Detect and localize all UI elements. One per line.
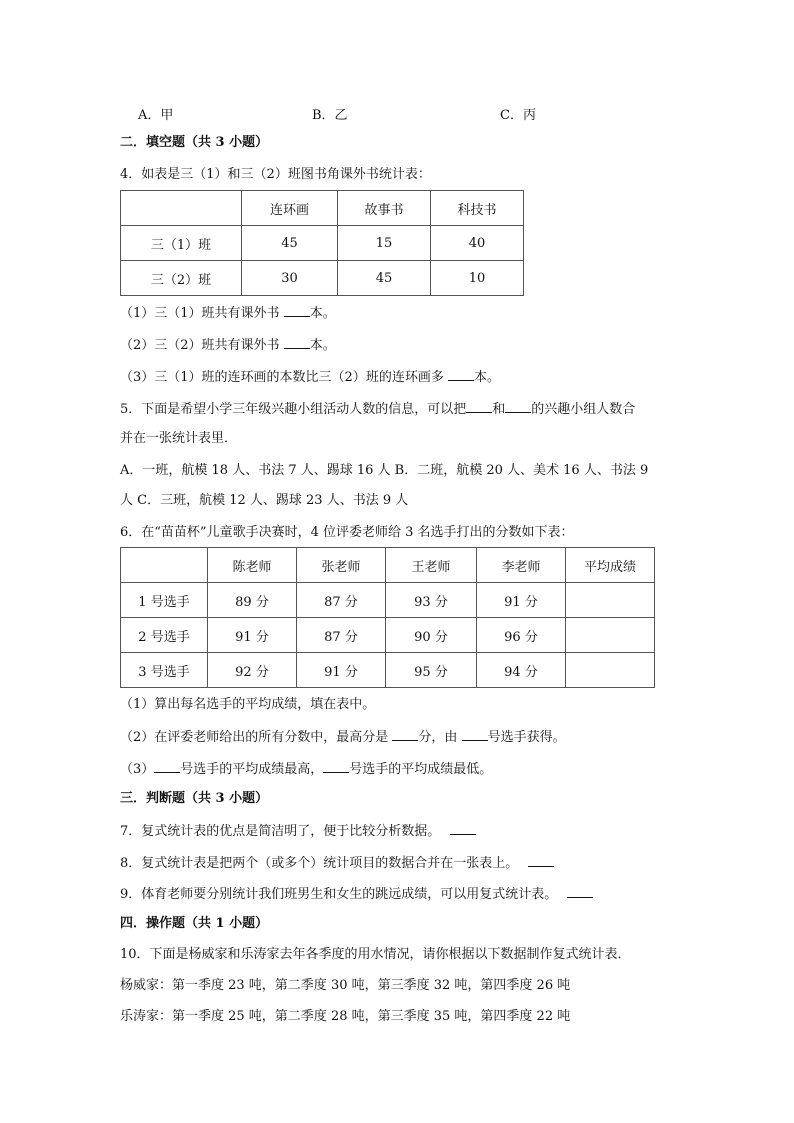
q6-part1: （1）算出每名选手的平均成绩，填在表中。 xyxy=(120,697,376,712)
q5-text: 的兴趣小组人数合 xyxy=(531,402,636,417)
q6-cell: 89 分 xyxy=(208,583,297,618)
q4-cell: 40 xyxy=(431,226,524,261)
q6-header-wang: 王老师 xyxy=(386,548,477,583)
section-true-false-title: 三．判断题（共 3 小题） xyxy=(120,791,269,806)
q5-text: 和 xyxy=(492,402,506,417)
q9-line xyxy=(120,885,593,904)
answer-blank[interactable] xyxy=(528,854,554,867)
q4-cell: 30 xyxy=(242,261,338,296)
q4-header-kejishu: 科技书 xyxy=(431,191,524,226)
answer-blank[interactable] xyxy=(462,728,488,741)
q6-cell: 87 分 xyxy=(297,618,386,653)
option-b: B．乙 xyxy=(312,108,348,123)
answer-blank[interactable] xyxy=(466,400,492,413)
q4-part2-unit: 本。 xyxy=(309,338,336,353)
q5-line2: 并在一张统计表里． xyxy=(120,431,238,446)
q6-average-cell[interactable] xyxy=(566,653,655,688)
q6-part3 xyxy=(120,760,492,779)
answer-blank[interactable] xyxy=(567,885,593,898)
q6-stem: 6．在“苗苗杯”儿童歌手决赛时，4 位评委老师给 3 名选手打出的分数如下表： xyxy=(120,525,574,540)
answer-blank[interactable] xyxy=(505,400,531,413)
q5-line4: 人 C．三班，航模 12 人、踢球 23 人、书法 9 人 xyxy=(120,493,409,508)
answer-blank[interactable] xyxy=(448,368,474,381)
q6-part2 xyxy=(120,728,566,747)
section-fill-blank-title: 二．填空题（共 3 小题） xyxy=(120,135,269,150)
answer-blank[interactable] xyxy=(450,822,476,835)
q6-cell: 95 分 xyxy=(386,653,477,688)
table-row xyxy=(121,261,524,296)
q6-cell: 96 分 xyxy=(477,618,566,653)
q6-header-chen: 陈老师 xyxy=(208,548,297,583)
table-row xyxy=(121,618,655,653)
q6-cell: 93 分 xyxy=(386,583,477,618)
section-operation-title: 四．操作题（共 1 小题） xyxy=(120,916,269,931)
answer-blank[interactable] xyxy=(284,336,310,349)
q6-average-cell[interactable] xyxy=(566,583,655,618)
q6-table xyxy=(120,547,655,688)
answer-blank[interactable] xyxy=(392,728,418,741)
q9-text: 9．体育老师要分别统计我们班男生和女生的跳远成绩，可以用复式统计表。 xyxy=(120,887,558,902)
q4-row-label: 三（2）班 xyxy=(121,261,242,296)
q4-header-blank xyxy=(121,191,242,226)
q6-cell: 91 分 xyxy=(208,618,297,653)
answer-blank[interactable] xyxy=(154,760,180,773)
answer-blank[interactable] xyxy=(323,760,349,773)
q4-cell: 45 xyxy=(242,226,338,261)
q5-text: 5．下面是希望小学三年级兴趣小组活动人数的信息，可以把 xyxy=(120,402,467,417)
q4-header-lianhuanhua: 连环画 xyxy=(242,191,338,226)
q6-header-blank xyxy=(121,548,208,583)
q4-header-gushishu: 故事书 xyxy=(338,191,431,226)
q6-cell: 87 分 xyxy=(297,583,386,618)
q4-stem: 4．如表是三（1）和三（2）班图书角课外书统计表： xyxy=(120,167,431,182)
answer-blank[interactable] xyxy=(284,304,310,317)
table-row xyxy=(121,653,655,688)
q4-part2 xyxy=(120,336,336,355)
table-row xyxy=(121,583,655,618)
q4-part3-text: （3）三（1）班的连环画的本数比三（2）班的连环画多 xyxy=(120,370,444,385)
q6-text: （2）在评委老师给出的所有分数中，最高分是 xyxy=(120,730,389,745)
q7-text: 7．复式统计表的优点是简洁明了，便于比较分析数据。 xyxy=(120,824,441,839)
q6-cell: 90 分 xyxy=(386,618,477,653)
option-c: C．丙 xyxy=(500,108,536,123)
q4-part3 xyxy=(120,368,500,387)
q6-row-label: 3 号选手 xyxy=(121,653,208,688)
q4-part1-unit: 本。 xyxy=(309,306,336,321)
q6-row-label: 2 号选手 xyxy=(121,618,208,653)
q6-cell: 91 分 xyxy=(297,653,386,688)
q6-average-cell[interactable] xyxy=(566,618,655,653)
q4-cell: 45 xyxy=(338,261,431,296)
table-row xyxy=(121,226,524,261)
q4-part3-unit: 本。 xyxy=(473,370,500,385)
q5-line3: A．一班，航模 18 人、书法 7 人、踢球 16 人 B．二班，航模 20 人、美术 16 人、书法 9 xyxy=(120,463,649,478)
q4-row-label: 三（1）班 xyxy=(121,226,242,261)
q6-header-average: 平均成绩 xyxy=(566,548,655,583)
q4-part1-text: （1）三（1）班共有课外书 xyxy=(120,306,280,321)
q6-text: 号选手的平均成绩最高， xyxy=(180,762,324,777)
q5-line1 xyxy=(120,400,635,419)
q4-part1 xyxy=(120,304,336,323)
q10-stem: 10．下面是杨威家和乐涛家去年各季度的用水情况，请你根据以下数据制作复式统计表． xyxy=(120,947,631,962)
q4-cell: 10 xyxy=(431,261,524,296)
q8-text: 8．复式统计表是把两个（或多个）统计项目的数据合并在一张表上。 xyxy=(120,856,519,871)
q4-part2-text: （2）三（2）班共有课外书 xyxy=(120,338,280,353)
q6-text: 分，由 xyxy=(418,730,458,745)
q10-le-data: 乐涛家：第一季度 25 吨，第二季度 28 吨，第三季度 35 吨，第四季度 22 吨 xyxy=(120,1009,571,1024)
q6-text: 号选手获得。 xyxy=(487,730,566,745)
q6-text: （3） xyxy=(120,762,155,777)
q4-table xyxy=(120,190,524,296)
q4-cell: 15 xyxy=(338,226,431,261)
q6-cell: 92 分 xyxy=(208,653,297,688)
q6-row-label: 1 号选手 xyxy=(121,583,208,618)
q8-line xyxy=(120,854,554,873)
q6-text: 号选手的平均成绩最低。 xyxy=(349,762,493,777)
q7-line xyxy=(120,822,476,841)
option-a: A．甲 xyxy=(138,108,174,123)
q6-header-zhang: 张老师 xyxy=(297,548,386,583)
q6-cell: 94 分 xyxy=(477,653,566,688)
q6-cell: 91 分 xyxy=(477,583,566,618)
q6-header-li: 李老师 xyxy=(477,548,566,583)
q10-yang-data: 杨威家：第一季度 23 吨，第二季度 30 吨，第三季度 32 吨，第四季度 26 吨 xyxy=(120,978,571,993)
